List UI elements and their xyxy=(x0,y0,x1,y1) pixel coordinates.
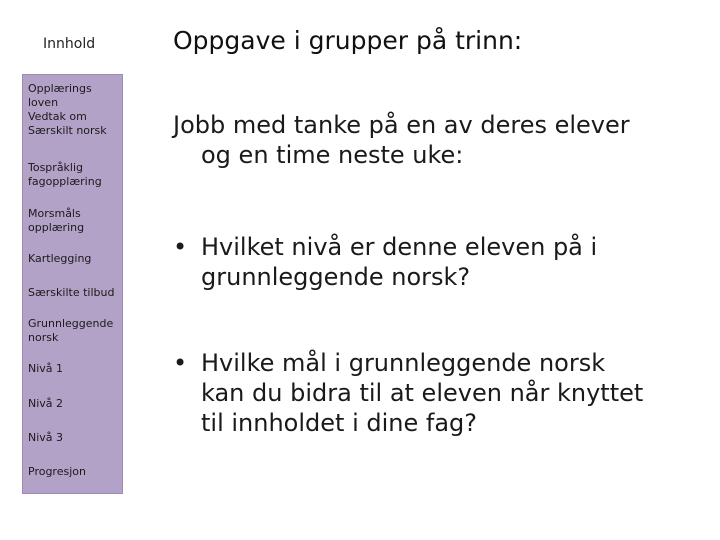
bullet-item xyxy=(173,232,701,292)
sidebar-item-label: Nivå 1 xyxy=(28,362,64,375)
bullet-marker: • xyxy=(173,233,188,261)
sidebar-item-grunnleggende-norsk[interactable] xyxy=(28,317,120,345)
bullet-marker: • xyxy=(173,349,188,377)
bullet-text xyxy=(173,348,701,438)
bullet-line: Hvilket nivå er denne eleven på i xyxy=(201,233,598,261)
sidebar-item-label: Nivå 3 xyxy=(28,431,64,444)
sidebar-item-label: Grunnleggende xyxy=(28,317,114,330)
sidebar-title: Innhold xyxy=(43,36,96,52)
intro-text xyxy=(173,110,630,170)
sidebar-nav xyxy=(22,74,123,494)
sidebar-item-label: Nivå 2 xyxy=(28,397,64,410)
sidebar-item-label: Tospråklig xyxy=(28,161,84,174)
sidebar-item-progresjon[interactable] xyxy=(28,465,120,479)
sidebar-item-label: Vedtak om xyxy=(28,110,87,123)
sidebar-item-niva-3[interactable] xyxy=(28,431,120,445)
sidebar-item-label: Progresjon xyxy=(28,465,86,478)
sidebar-item-label: Morsmåls xyxy=(28,207,81,220)
bullet-line: grunnleggende norsk? xyxy=(201,263,471,291)
sidebar-item-label: opplæring xyxy=(28,221,85,234)
bullet-line: kan du bidra til at eleven når knyttet xyxy=(201,379,644,407)
bullet-text xyxy=(173,232,701,292)
bullet-item xyxy=(173,348,701,438)
sidebar-item-label: Opplærings xyxy=(28,82,92,95)
sidebar-item-saerskilte-tilbud[interactable] xyxy=(28,286,120,300)
bullet-line: til innholdet i dine fag? xyxy=(201,409,477,437)
sidebar-item-kartlegging[interactable] xyxy=(28,252,120,266)
page-title: Oppgave i grupper på trinn: xyxy=(173,26,523,55)
sidebar-item-opplaeringsloven[interactable] xyxy=(28,82,120,138)
sidebar-item-label: Kartlegging xyxy=(28,252,92,265)
intro-line: og en time neste uke: xyxy=(201,141,464,169)
sidebar-item-label: norsk xyxy=(28,331,59,344)
sidebar-item-label: loven xyxy=(28,96,59,109)
sidebar-item-niva-1[interactable] xyxy=(28,362,120,376)
bullet-line: Hvilke mål i grunnleggende norsk xyxy=(201,349,606,377)
sidebar-item-label: fagopplæring xyxy=(28,175,102,188)
sidebar-item-label: Særskilte tilbud xyxy=(28,286,115,299)
sidebar-item-morsmal[interactable] xyxy=(28,207,120,235)
sidebar-item-tospraklig[interactable] xyxy=(28,161,120,189)
sidebar-item-niva-2[interactable] xyxy=(28,397,120,411)
intro-line: Jobb med tanke på en av deres elever xyxy=(173,111,630,139)
sidebar-item-label: Særskilt norsk xyxy=(28,124,107,137)
